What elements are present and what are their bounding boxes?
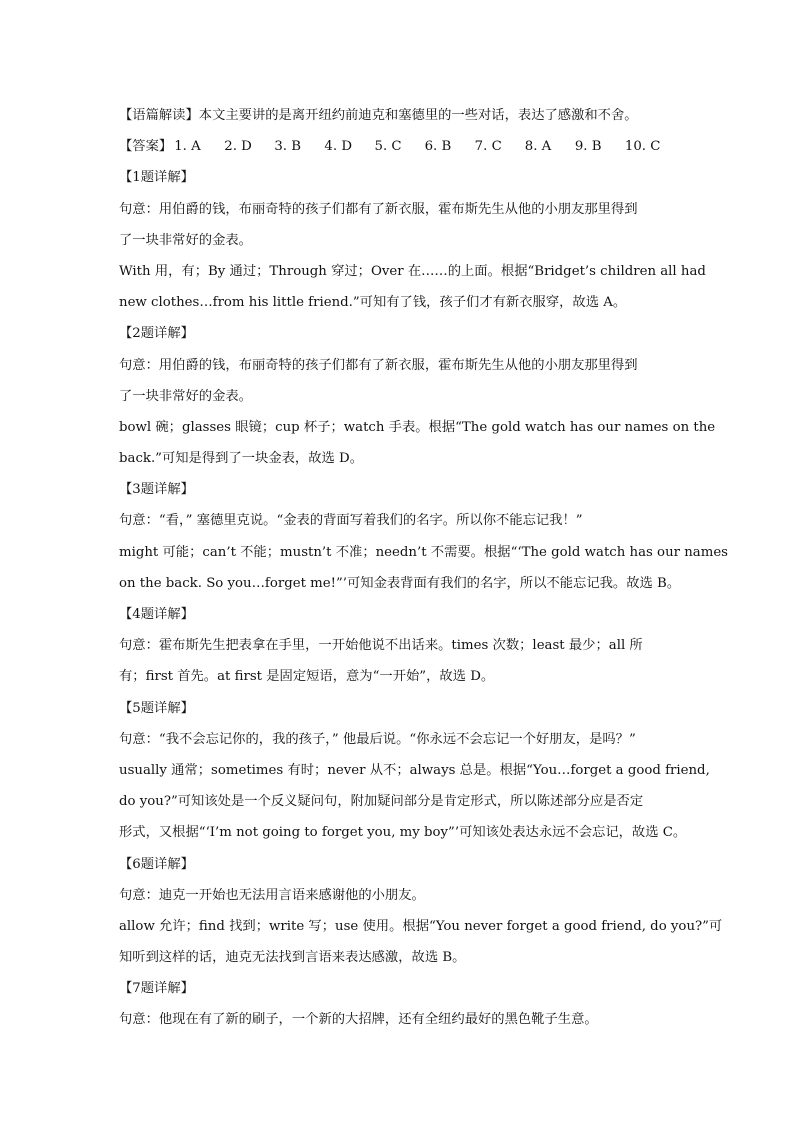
explanation-line: 形式，又根据“‘I’m not going to forget you, my boy”’可知该处表达永远不会忘记，故选 C。 bbox=[119, 825, 687, 841]
section-heading: 【7题详解】 bbox=[119, 981, 194, 997]
explanation-line: 了一块非常好的金表。 bbox=[119, 388, 252, 404]
answer-item: 2. D bbox=[224, 139, 252, 155]
explanation-line: on the back. So you…forget me!”’可知金表背面有我们的名字，所以不能忘记我。故选 B。 bbox=[119, 575, 681, 591]
answer-item: 8. A bbox=[524, 139, 552, 155]
explanation-section bbox=[119, 849, 723, 974]
section-heading: 【3题详解】 bbox=[119, 482, 194, 498]
answer-item: 4. D bbox=[324, 139, 352, 155]
explanation-line: 句意：用伯爵的钱，布丽奇特的孩子们都有了新衣服，霍布斯先生从他的小朋友那里得到 bbox=[119, 201, 638, 217]
explanation-line: 句意：“看，” 塞德里克说。“金表的背面写着我们的名字。所以你不能忘记我！” bbox=[119, 513, 583, 529]
explanation-section bbox=[119, 318, 716, 474]
explanation-line: 句意：他现在有了新的刷子，一个新的大招牌，还有全纽约最好的黑色靴子生意。 bbox=[119, 1012, 598, 1028]
answer-key bbox=[119, 131, 675, 162]
explanation-section bbox=[119, 474, 729, 599]
document-page bbox=[119, 100, 729, 1036]
section-heading: 【2题详解】 bbox=[119, 326, 194, 342]
explanation-line: 知听到这样的话，迪克无法找到言语来表达感激，故选 B。 bbox=[119, 950, 466, 966]
explanation-section bbox=[119, 599, 675, 693]
explanation-line: usually 通常；sometimes 有时；never 从不；always 总是。根据“You…forget a good friend, bbox=[119, 762, 710, 778]
explanation-section bbox=[119, 162, 706, 318]
section-heading: 【6题详解】 bbox=[119, 856, 194, 872]
explanation-line: allow 允许；find 找到；write 写；use 使用。根据“You never forget a good friend, do you?”可 bbox=[119, 918, 723, 934]
explanation-line: new clothes…from his little friend.”可知有了钱，孩子们才有新衣服穿，故选 A。 bbox=[119, 295, 627, 311]
explanation-line: 了一块非常好的金表。 bbox=[119, 232, 252, 248]
explanation-line: bowl 碗；glasses 眼镜；cup 杯子；watch 手表。根据“The gold watch has our names on the bbox=[119, 419, 716, 435]
explanation-line: 句意：用伯爵的钱，布丽奇特的孩子们都有了新衣服，霍布斯先生从他的小朋友那里得到 bbox=[119, 357, 638, 373]
answer-item: 5. C bbox=[374, 139, 402, 155]
reading-intro: 【语篇解读】本文主要讲的是离开纽约前迪克和塞德里的一些对话，表达了感激和不舍。 bbox=[119, 108, 638, 123]
explanation-section bbox=[119, 973, 675, 1035]
answer-label: 【答案】 bbox=[119, 139, 173, 155]
section-heading: 【1题详解】 bbox=[119, 170, 194, 186]
explanation-line: back.”可知是得到了一块金表，故选 D。 bbox=[119, 451, 364, 467]
explanation-line: might 可能；can’t 不能；mustn’t 不准；needn’t 不需要。根据“‘The gold watch has our names bbox=[119, 544, 729, 560]
answer-item: 7. C bbox=[474, 139, 502, 155]
explanation-section bbox=[119, 693, 710, 849]
section-heading: 【5题详解】 bbox=[119, 700, 194, 716]
explanation-line: 句意：迪克一开始也无法用言语来感谢他的小朋友。 bbox=[119, 887, 425, 903]
answer-item: 3. B bbox=[274, 139, 302, 155]
section-heading: 【4题详解】 bbox=[119, 607, 194, 622]
explanation-line: With 用，有；By 通过；Through 穿过；Over 在……的上面。根据“Bridget’s children all had bbox=[119, 263, 706, 279]
answer-item: 10. C bbox=[624, 139, 661, 155]
explanation-line: do you?”可知该处是一个反义疑问句，附加疑问部分是肯定形式，所以陈述部分应是否定 bbox=[119, 794, 644, 810]
explanation-line: 有；first 首先。at first 是固定短语，意为“一开始”，故选 D。 bbox=[119, 669, 495, 685]
explanation-sections bbox=[119, 162, 729, 1035]
answer-item: 1. A bbox=[174, 139, 201, 155]
explanation-line: 句意：霍布斯先生把表拿在手里，一开始他说不出话来。times 次数；least 最少；all 所 bbox=[119, 638, 643, 654]
explanation-line: 句意：“我不会忘记你的，我的孩子，” 他最后说。“你永远不会忘记一个好朋友，是吗？” bbox=[119, 731, 636, 747]
answer-item: 6. B bbox=[424, 139, 452, 155]
answer-item: 9. B bbox=[574, 139, 602, 155]
